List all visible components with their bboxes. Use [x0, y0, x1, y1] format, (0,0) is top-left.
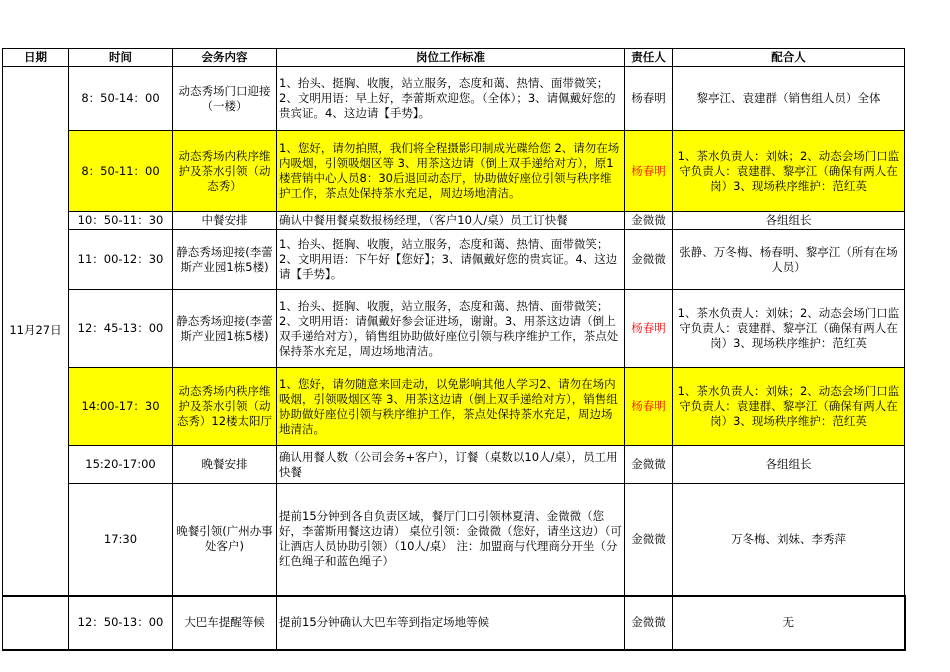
- standard-cell: 确认中餐用餐桌数报杨经理，（客户10人/桌）员工订快餐: [277, 212, 625, 230]
- meeting-cell: 大巴车提醒等候: [173, 596, 277, 650]
- meeting-cell: 静态秀场迎接(李蕾斯产业园1栋5楼): [173, 290, 277, 368]
- cooperator-cell: 各组组长: [673, 446, 905, 484]
- responsible-cell: 金微微: [625, 230, 673, 290]
- time-cell: 15:20-17:00: [69, 446, 173, 484]
- time-cell: 14:00-17：30: [69, 368, 173, 446]
- meeting-cell: 晚餐安排: [173, 446, 277, 484]
- table-row: [3, 446, 905, 484]
- date-cell: 11月27日: [3, 67, 69, 596]
- time-cell: 10：50-11：30: [69, 212, 173, 230]
- responsible-cell: 金微微: [625, 596, 673, 650]
- cooperator-cell: 无: [673, 596, 905, 650]
- meeting-cell: 中餐安排: [173, 212, 277, 230]
- responsible-cell: 杨春明: [625, 368, 673, 446]
- standard-cell: 1、您好，请勿拍照，我们将全程摄影印制成光碟给您 2、请勿在场内吸烟，引领吸烟区等 3、用茶这边请（倒上双手递给对方），原1楼营销中心人员8：30后退回动态厅，协助做好座位引领与秩序维护工作，茶点处保持茶水充足，周边场地清洁。: [277, 131, 625, 212]
- meeting-cell: 动态秀场内秩序维护及茶水引领（动态秀）: [173, 131, 277, 212]
- standard-cell: 1、抬头、挺胸、收腹，站立服务，态度和蔼、热情、面带微笑；2、文明用语：请佩戴好参会证进场，谢谢。3、用茶这边请（倒上双手递给对方），销售组协助做好座位引领与秩序维护工作，茶点处保持茶水充足，周边场地清洁。: [277, 290, 625, 368]
- time-cell: 8：50-11：00: [69, 131, 173, 212]
- header-date: 日期: [3, 49, 69, 67]
- time-cell: 17:30: [69, 484, 173, 596]
- standard-cell: 1、抬头、挺胸、收腹，站立服务，态度和蔼、热情、面带微笑；2、文明用语：早上好，李蕾斯欢迎您。（全体）；3、请佩戴好您的贵宾证。4、这边请【手势】。: [277, 67, 625, 131]
- meeting-cell: 动态秀场门口迎接（一楼）: [173, 67, 277, 131]
- cooperator-cell: 黎亭江、袁建群（销售组人员）全体: [673, 67, 905, 131]
- table-row: [3, 368, 905, 446]
- standard-cell: 提前15分钟到各自负责区域，餐厅门口引领林夏清、金微微（您好，李蕾斯用餐这边请） 桌位引领：金微微（您好，请坐这边）（可让酒店人员协助引领）（10人/桌） 注：加盟商与代理商分开坐（分红色绳子和蓝色绳子）: [277, 484, 625, 596]
- time-cell: 12：50-13：00: [69, 596, 173, 650]
- time-cell: 12：45-13：00: [69, 290, 173, 368]
- meeting-cell: 动态秀场内秩序维护及茶水引领（动态秀）12楼太阳厅: [173, 368, 277, 446]
- meeting-cell: 静态秀场迎接(李蕾斯产业园1栋5楼): [173, 230, 277, 290]
- cooperator-cell: 1、茶水负责人：刘妹；2、动态会场门口监守负责人：袁建群、黎亭江（确保有两人在岗）3、现场秩序维护：范红英: [673, 131, 905, 212]
- table-row: [3, 230, 905, 290]
- standard-cell: 提前15分钟确认大巴车等到指定场地等候: [277, 596, 625, 650]
- standard-cell: 1、您好，请勿随意来回走动，以免影响其他人学习2、请勿在场内吸烟，引领吸烟区等 3、用茶这边请（倒上双手递给对方），销售组协助做好座位引领与秩序维护工作，茶点处保持茶水充足，周边场地清洁。: [277, 368, 625, 446]
- header-responsible: 责任人: [625, 49, 673, 67]
- table-row: [3, 131, 905, 212]
- table-row: [3, 596, 905, 650]
- cooperator-cell: 张静、万冬梅、杨春明、黎亭江（所有在场人员）: [673, 230, 905, 290]
- table-row: [3, 212, 905, 230]
- header-meeting: 会务内容: [173, 49, 277, 67]
- date-cell-empty: [3, 596, 69, 650]
- standard-cell: 确认用餐人数（公司会务+客户），订餐（桌数以10人/桌），员工用快餐: [277, 446, 625, 484]
- schedule-table: [2, 48, 906, 651]
- responsible-cell: 金微微: [625, 484, 673, 596]
- header-row: [3, 49, 905, 67]
- cooperator-cell: 万冬梅、刘妹、李秀萍: [673, 484, 905, 596]
- table-row: [3, 290, 905, 368]
- responsible-cell: 杨春明: [625, 290, 673, 368]
- cooperator-cell: 1、茶水负责人：刘妹；2、动态会场门口监守负责人：袁建群、黎亭江（确保有两人在岗）3、现场秩序维护：范红英: [673, 368, 905, 446]
- cooperator-cell: 1、茶水负责人：刘妹；2、动态会场门口监守负责人：袁建群、黎亭江（确保有两人在岗）3、现场秩序维护：范红英: [673, 290, 905, 368]
- header-standard: 岗位工作标准: [277, 49, 625, 67]
- table-row: [3, 67, 905, 131]
- time-cell: 8：50-14：00: [69, 67, 173, 131]
- cooperator-cell: 各组组长: [673, 212, 905, 230]
- standard-cell: 1、抬头、挺胸、收腹，站立服务，态度和蔼、热情、面带微笑；2、文明用语：下午好【您好】；3、请佩戴好您的贵宾证。4、这边请【手势】。: [277, 230, 625, 290]
- header-cooperator: 配合人: [673, 49, 905, 67]
- meeting-cell: 晚餐引领(广州办事处客户): [173, 484, 277, 596]
- responsible-cell: 杨春明: [625, 131, 673, 212]
- responsible-cell: 金微微: [625, 446, 673, 484]
- responsible-cell: 金微微: [625, 212, 673, 230]
- time-cell: 11：00-12：30: [69, 230, 173, 290]
- header-time: 时间: [69, 49, 173, 67]
- table-row: [3, 484, 905, 596]
- responsible-cell: 杨春明: [625, 67, 673, 131]
